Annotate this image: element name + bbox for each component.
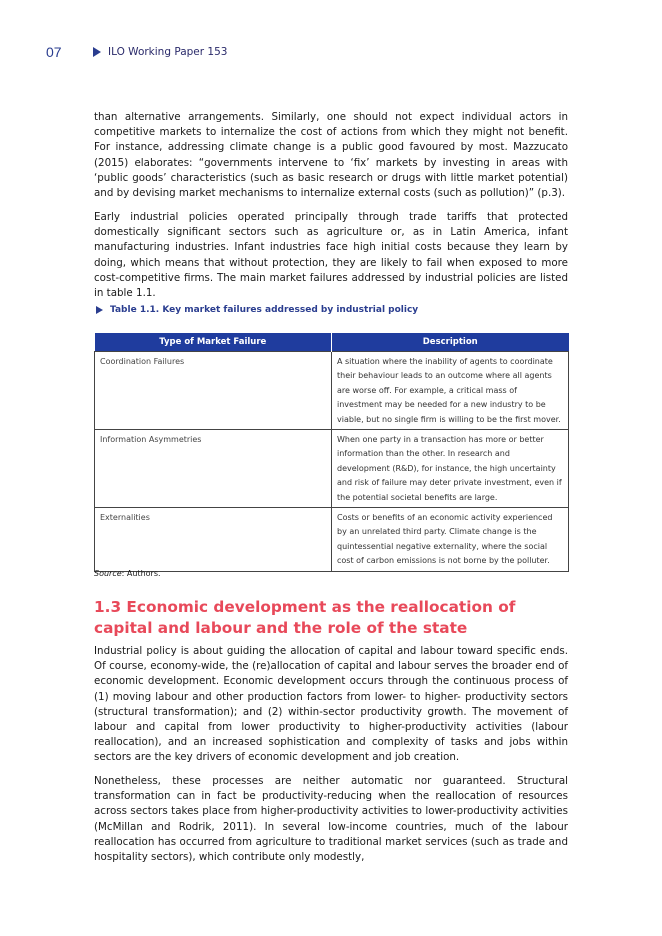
triangle-marker-icon (93, 47, 101, 57)
description-cell: Costs or benefits of an economic activity experienced by an unrelated third party. Climate change is the quintessential negative externality, where the social cost of carbon emissions is not borne by the polluter. (332, 508, 569, 572)
table-caption (96, 305, 418, 315)
failure-type-cell: Information Asymmetries (95, 430, 332, 508)
body-paragraph: than alternative arrangements. Similarly, one should not expect individual actors in competitive markets to internalize the cost of actions from which they might not benefit. For instance, addressing climate change is a public good favoured by most. Mazzucato (2015) elaborates: “governments intervene to ‘fix’ markets by investing in areas with ‘public goods’ characteristics (such as basic research or drugs with little market potential) and by devising market mechanisms to internalize external costs (such as pollution)” (p.3). (94, 111, 568, 200)
table-source-note (94, 569, 161, 578)
column-header: Description (332, 333, 569, 352)
header-title: ILO Working Paper 153 (108, 46, 228, 58)
description-cell: When one party in a transaction has more or better information than the other. In research and development (R&D), for instance, the high uncertainty and risk of failure may deter private investment, even if the potential societal benefits are large. (332, 430, 569, 508)
table-row (95, 508, 569, 572)
body-paragraph: Industrial policy is about guiding the allocation of capital and labour toward specific ends. Of course, economy-wide, the (re)allocation of capital and labour serves the broader end of economic development. Economic development occurs through the continuous process of (1) moving labour and other production factors from lower- to higher- productivity sectors (structural transformation); and (2) within-sector productivity growth. The movement of labour and capital from lower productivity to higher-productivity activities (labour reallocation), and an increased sophistication and complexity of tasks and jobs within sectors are the key drivers of economic development and job creation. (94, 645, 568, 764)
body-paragraph: Nonetheless, these processes are neither automatic nor guaranteed. Structural transformation can in fact be productivity-reducing when the reallocation of resources across sectors takes place from higher-productivity activities to lower-productivity activities (McMillan and Rodrik, 2011). In several low-income countries, much of the labour reallocation has occurred from agriculture to traditional market services (such as trade and hospitality sectors), which contribute only modestly, (94, 775, 568, 864)
running-header (46, 43, 227, 61)
section-heading: 1.3 Economic development as the reallocation of capital and labour and the role of the state (94, 598, 516, 637)
source-label: Source (94, 569, 122, 578)
table-header-row (95, 333, 569, 352)
page-number: 07 (46, 44, 62, 60)
body-paragraph: Early industrial policies operated principally through trade tariffs that protected domestically significant sectors such as agriculture or, as in Latin America, infant manufacturing industries. Infant industries face high initial costs because they learn by doing, which means that without protection, they are likely to fail when exposed to more cost-competitive firms. The main market failures addressed by industrial policies are listed in table 1.1. (94, 211, 568, 300)
column-header: Type of Market Failure (95, 333, 332, 352)
description-cell: A situation where the inability of agents to coordinate their behaviour leads to an outcome where all agents are worse off. For example, a critical mass of investment may be needed for a new industry to be viable, but no single firm is willing to be the first mover. (332, 352, 569, 430)
market-failures-table (94, 333, 569, 572)
table-row (95, 352, 569, 430)
table-row (95, 430, 569, 508)
failure-type-cell: Coordination Failures (95, 352, 332, 430)
failure-type-cell: Externalities (95, 508, 332, 572)
triangle-marker-icon (96, 306, 103, 314)
source-text: : Authors. (121, 569, 161, 578)
table-title: Table 1.1. Key market failures addressed by industrial policy (110, 305, 419, 315)
